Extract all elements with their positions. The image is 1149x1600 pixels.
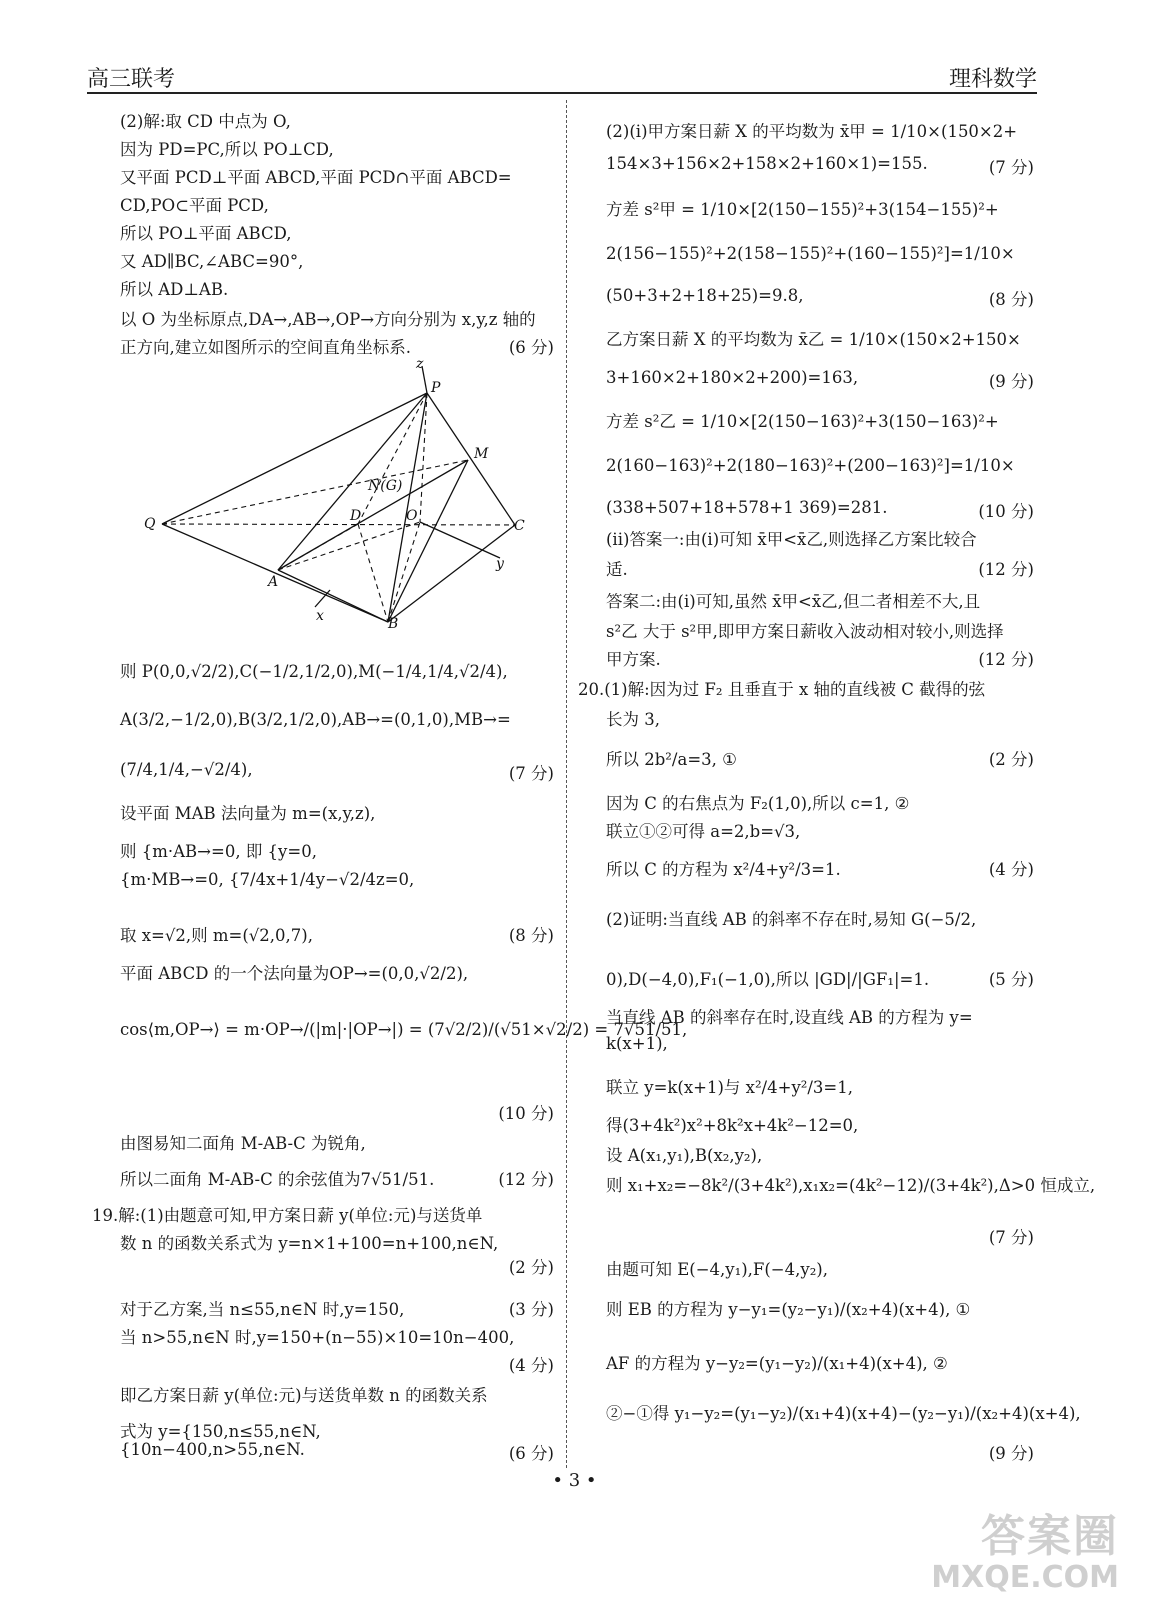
- line-text: 又 AD∥BC,∠ABC=90°,: [120, 252, 304, 271]
- axis-y: [420, 522, 500, 558]
- edge-BO-hidden: [388, 522, 420, 622]
- line-text: 0),D(−4,0),F₁(−1,0),所以 |GD|/|GF₁|=1.: [606, 970, 930, 989]
- header-right-subject: 理科数学: [948, 67, 1037, 92]
- figure-point-label: z: [416, 356, 424, 372]
- watermark-url: MXQE.COM: [931, 1560, 1119, 1595]
- line-text: 19.解:(1)由题意可知,甲方案日薪 y(单位:元)与送货单: [92, 1206, 483, 1225]
- score-label: (12 分): [978, 650, 1034, 669]
- line-text: 设平面 MAB 法向量为 m=(x,y,z),: [120, 804, 376, 823]
- header-rule: [87, 92, 1037, 94]
- line-text: (7/4,1/4,−√2/4),: [120, 760, 253, 779]
- edge-AB: [278, 570, 388, 622]
- line-text: 设 A(x₁,y₁),B(x₂,y₂),: [606, 1146, 763, 1165]
- page-header: [87, 58, 1037, 94]
- line-text: 因为 PD=PC,所以 PO⊥CD,: [120, 140, 334, 159]
- geometry-figure: [120, 356, 525, 632]
- line-text: 所以 PO⊥平面 ABCD,: [120, 224, 292, 243]
- line-text: (338+507+18+578+1 369)=281.: [606, 498, 888, 517]
- line-text: cos⟨m,OP→⟩ = m·OP→/(|m|·|OP→|) = (7√2/2)/(√51×√2/2) = 7√51/51,: [120, 1020, 688, 1039]
- score-label: (9 分): [988, 372, 1034, 391]
- figure-point-label: y: [496, 556, 504, 572]
- line-text: 因为 C 的右焦点为 F₂(1,0),所以 c=1, ②: [606, 794, 910, 813]
- line-text: 式为 y={150,n≤55,n∈N,: [120, 1422, 321, 1441]
- line-text: 乙方案日薪 X 的平均数为 x̄乙 = 1/10×(150×2+150×: [606, 330, 1021, 349]
- line-text: 又平面 PCD⊥平面 ABCD,平面 PCD∩平面 ABCD=: [120, 168, 512, 187]
- line-text: 取 x=√2,则 m=(√2,0,7),: [120, 926, 313, 945]
- line-text: 适.: [606, 560, 628, 579]
- edge-PA: [278, 393, 427, 570]
- line-text: 则 x₁+x₂=−8k²/(3+4k²),x₁x₂=(4k²−12)/(3+4k²),Δ>0 恒成立,: [606, 1176, 1096, 1195]
- edge-CB: [388, 525, 515, 622]
- line-text: {m·MB→=0, {7/4x+1/4y−√2/4z=0,: [120, 870, 415, 889]
- figure-point-label: N(G): [368, 478, 403, 494]
- line-text: 由图易知二面角 M-AB-C 为锐角,: [120, 1134, 366, 1153]
- figure-point-label: x: [316, 608, 324, 624]
- line-text: 以 O 为坐标原点,DA→,AB→,OP→方向分别为 x,y,z 轴的: [120, 310, 536, 329]
- line-text: ②−①得 y₁−y₂=(y₁−y₂)/(x₁+4)(x+4)−(y₂−y₁)/(x₂+4)(x+4),: [606, 1404, 1081, 1423]
- score-label: (3 分): [508, 1300, 554, 1319]
- line-text: k(x+1),: [606, 1034, 668, 1053]
- score-label: (10 分): [978, 502, 1034, 521]
- line-text: 当 n>55,n∈N 时,y=150+(n−55)×10=10n−400,: [120, 1328, 515, 1347]
- score-label: (2 分): [508, 1258, 554, 1277]
- watermark-logo-text: 答案圈: [981, 1511, 1119, 1562]
- score-label: (10 分): [498, 1104, 554, 1123]
- line-text: 方差 s²甲 = 1/10×[2(150−155)²+3(154−155)²+: [606, 200, 999, 219]
- line-text: (2)证明:当直线 AB 的斜率不存在时,易知 G(−5/2,: [606, 910, 977, 929]
- edge-DB-hidden: [358, 524, 388, 622]
- line-text: 2(160−163)²+2(180−163)²+(200−163)²]=1/10×: [606, 456, 1015, 475]
- score-label: (7 分): [988, 1228, 1034, 1247]
- line-text: s²乙 大于 s²甲,即甲方案日薪收入波动相对较小,则选择: [606, 622, 1004, 641]
- line-text: 即乙方案日薪 y(单位:元)与送货单数 n 的函数关系: [120, 1386, 488, 1405]
- watermark: [931, 1500, 1119, 1595]
- line-text: 答案二:由(i)可知,虽然 x̄甲<x̄乙,但二者相差不大,且: [606, 592, 981, 611]
- score-label: (8 分): [508, 926, 554, 945]
- figure-point-label: C: [514, 518, 525, 534]
- figure-point-label: A: [268, 574, 279, 590]
- edge-QP: [162, 393, 427, 524]
- line-text: 长为 3,: [606, 710, 660, 729]
- line-text: 20.(1)解:因为过 F₂ 且垂直于 x 轴的直线被 C 截得的弦: [578, 680, 986, 699]
- line-text: AF 的方程为 y−y₂=(y₁−y₂)/(x₁+4)(x+4), ②: [606, 1354, 948, 1373]
- line-text: A(3/2,−1/2,0),B(3/2,1/2,0),AB→=(0,1,0),MB→=: [120, 710, 511, 729]
- line-text: 所以 2b²/a=3, ①: [606, 750, 737, 769]
- figure-point-label: O: [406, 508, 418, 524]
- axis-x: [315, 590, 330, 607]
- edge-QC-hidden: [162, 524, 515, 525]
- line-text: CD,PO⊂平面 PCD,: [120, 196, 269, 215]
- score-label: (7 分): [988, 158, 1034, 177]
- edge-AM: [278, 460, 468, 570]
- score-label: (8 分): [988, 290, 1034, 309]
- line-text: 正方向,建立如图所示的空间直角坐标系.: [120, 338, 411, 357]
- line-text: 则 EB 的方程为 y−y₁=(y₂−y₁)/(x₂+4)(x+4), ①: [606, 1300, 971, 1319]
- score-label: (12 分): [978, 560, 1034, 579]
- line-text: (ii)答案一:由(i)可知 x̄甲<x̄乙,则选择乙方案比较合: [606, 530, 977, 549]
- score-label: (6 分): [508, 338, 554, 357]
- score-label: (6 分): [508, 1444, 554, 1463]
- line-text: 2(156−155)²+2(158−155)²+(160−155)²]=1/10×: [606, 244, 1015, 263]
- score-label: (7 分): [508, 764, 554, 783]
- line-text: 所以 AD⊥AB.: [120, 280, 229, 299]
- edge-PC: [427, 393, 515, 525]
- line-text: 则 {m·AB→=0, 即 {y=0,: [120, 842, 317, 861]
- line-text: 3+160×2+180×2+200)=163,: [606, 368, 859, 387]
- column-divider: [566, 100, 567, 1468]
- line-text: 则 P(0,0,√2/2),C(−1/2,1/2,0),M(−1/4,1/4,√2/4),: [120, 662, 508, 681]
- line-text: 联立 y=k(x+1)与 x²/4+y²/3=1,: [606, 1078, 854, 1097]
- edge-QB: [162, 524, 388, 622]
- figure-point-label: P: [431, 380, 441, 396]
- figure-point-label: D: [350, 508, 362, 524]
- figure-point-label: Q: [144, 516, 156, 532]
- line-text: (2)(i)甲方案日薪 X 的平均数为 x̄甲 = 1/10×(150×2+: [606, 122, 1018, 141]
- figure-point-label: B: [388, 616, 399, 632]
- line-text: 所以二面角 M-AB-C 的余弦值为7√51/51.: [120, 1170, 435, 1189]
- figure-point-label: M: [474, 446, 489, 462]
- line-text: 得(3+4k²)x²+8k²x+4k²−12=0,: [606, 1116, 859, 1135]
- line-text: 甲方案.: [606, 650, 661, 669]
- score-label: (12 分): [498, 1170, 554, 1189]
- score-label: (4 分): [508, 1356, 554, 1375]
- line-text: 对于乙方案,当 n≤55,n∈N 时,y=150,: [120, 1300, 405, 1319]
- line-text: 平面 ABCD 的一个法向量为OP→=(0,0,√2/2),: [120, 964, 469, 983]
- line-text: {10n−400,n>55,n∈N.: [120, 1440, 305, 1459]
- line-text: (2)解:取 CD 中点为 O,: [120, 112, 291, 131]
- score-label: (9 分): [988, 1444, 1034, 1463]
- line-text: 数 n 的函数关系式为 y=n×1+100=n+100,n∈N,: [120, 1234, 499, 1253]
- line-text: 方差 s²乙 = 1/10×[2(150−163)²+3(150−163)²+: [606, 412, 999, 431]
- line-text: 当直线 AB 的斜率存在时,设直线 AB 的方程为 y=: [606, 1008, 973, 1027]
- line-text: 所以 C 的方程为 x²/4+y²/3=1.: [606, 860, 841, 879]
- line-text: 联立①②可得 a=2,b=√3,: [606, 822, 801, 841]
- score-label: (4 分): [988, 860, 1034, 879]
- line-text: (50+3+2+18+25)=9.8,: [606, 286, 804, 305]
- line-text: 由题可知 E(−4,y₁),F(−4,y₂),: [606, 1260, 828, 1279]
- header-left-title: 高三联考: [87, 67, 176, 92]
- score-label: (2 分): [988, 750, 1034, 769]
- page-number: • 3 •: [552, 1470, 597, 1491]
- line-text: 154×3+156×2+158×2+160×1)=155.: [606, 154, 928, 173]
- score-label: (5 分): [988, 970, 1034, 989]
